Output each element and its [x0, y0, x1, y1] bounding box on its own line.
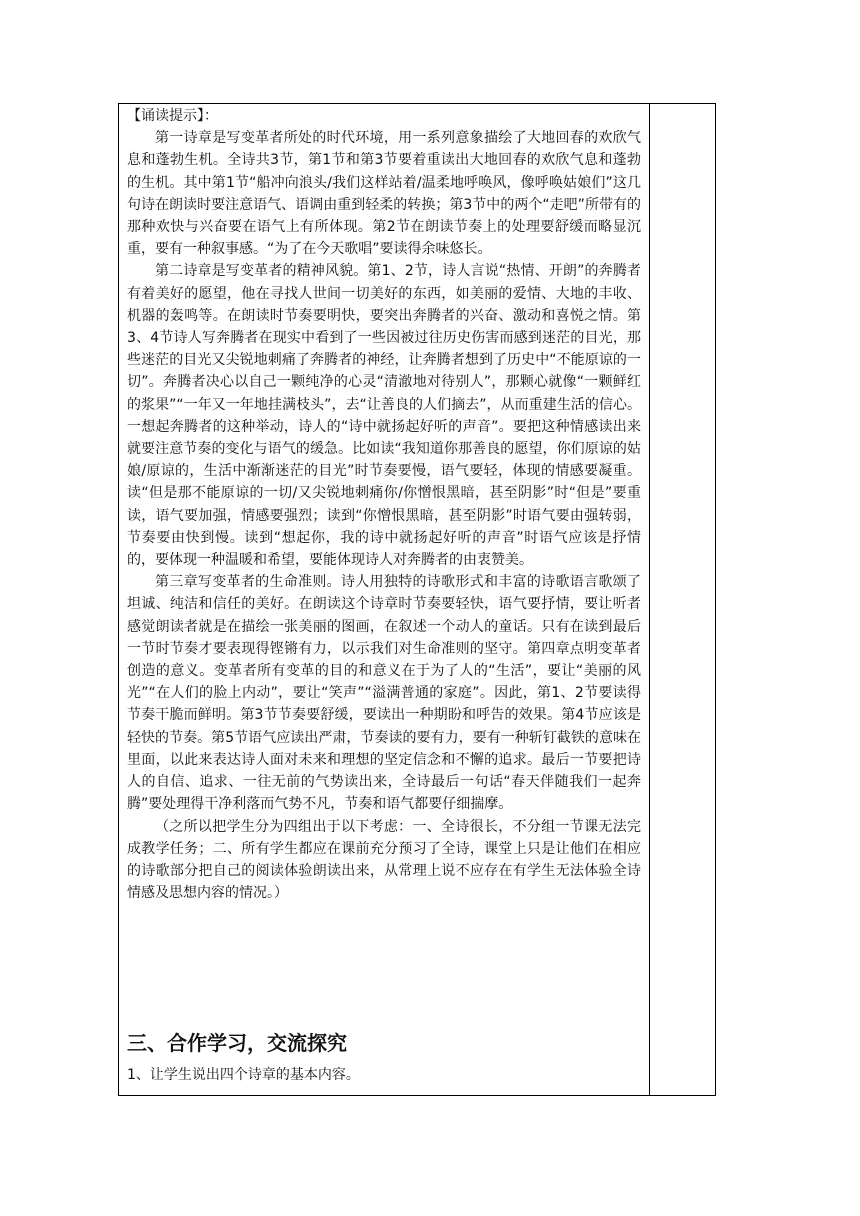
main-content-cell	[119, 104, 649, 904]
section-heading: 三、合作学习，交流探究	[127, 1031, 347, 1055]
tips-paragraph-3: 第三章写变革者的生命准则。诗人用独特的诗歌形式和丰富的诗歌语言歌颂了坦诚、纯洁和信任的美好。在朗读这个诗章时节奏要轻快，语气要抒情，要让听者感觉朗读者就是在描绘一张美丽的图画，在叙述一个动人的童话。只有在读到最后一节时节奏才要表现得铿锵有力，以示我们对生命准则的坚守。第四章点明变革者创造的意义。变革者所有变革的目的和意义在于为了人的“生活”，要让“美丽的风光”“在人们的脸上内动”，要让“笑声”“溢满普通的家庭”。因此，第1、2节要读得节奏干脆而鲜明。第3节节奏要舒缓，要读出一种期盼和呼告的效果。第4节应该是轻快的节奏。第5节语气应读出严肃，节奏读的要有力，要有一种斩钉截铁的意味在里面，以此来表达诗人面对未来和理想的坚定信念和不懈的追求。最后一节要把诗人的自信、追求、一往无前的气势读出来，全诗最后一句话“春天伴随我们一起奔腾”要处理得干净利落而气势不凡，节奏和语气都要仔细揣摩。	[127, 574, 641, 813]
lesson-plan-table	[118, 103, 716, 1096]
tips-paragraph-1: 第一诗章是写变革者所处的时代环境，用一系列意象描绘了大地回春的欢欣气息和蓬勃生机。全诗共3节，第1节和第3节要着重读出大地回春的欢欣气息和蓬勃的生机。其中第1节“船冲向浪头/我们这样站着/温柔地呼唤风，像呼唤姑娘们”这几句诗在朗读时要注意语气、语调由重到轻柔的转换；第3节中的两个“走吧”所带有的那种欢快与兴奋要在语气上有所体现。第2节在朗读节奏上的处理要舒缓而略显沉重，要有一种叙事感。“为了在今天歌唱”要读得余味悠长。	[127, 130, 641, 258]
tips-paragraph-2: 第二诗章是写变革者的精神风貌。第1、2节，诗人言说“热情、开朗”的奔腾者有着美好的愿望，他在寻找人世间一切美好的东西，如美丽的爱情、大地的丰收、机器的轰鸣等。在朗读时节奏要明快，要突出奔腾者的兴奋、激动和喜悦之情。第3、4节诗人写奔腾者在现实中看到了一些因被过往历史伤害而感到迷茫的目光，那些迷茫的目光又尖锐地刺痛了奔腾者的神经，让奔腾者想到了历史中“不能原谅的一切”。奔腾者决心以自己一颗纯净的心灵“清澈地对待别人”，那颗心就像“一颗鲜红的浆果”“一年又一年地挂满枝头”，去“让善良的人们摘去”，从而重建生活的信心。一想起奔腾者的这种举动，诗人的“诗中就扬起好听的声音”。要把这种情感读出来就要注意节奏的变化与语气的缓急。比如读“我知道你那善良的愿望，你们原谅的姑娘/原谅的，生活中渐渐迷茫的目光”时节奏要慢，语气要轻，体现的情感要凝重。读“但是那不能原谅的一切/又尖锐地刺痛你/你憎恨黑暗，甚至阴影”时“但是”要重读，语气要加强，情感要强烈；读到“你憎恨黑暗，甚至阴影”时语气要由强转弱，节奏要由快到慢。读到“想起你，我的诗中就扬起好听的声音”时语气应该是抒情的，要体现一种温暖和希望，要能体现诗人对奔腾者的由衷赞美。	[127, 263, 641, 569]
tips-paragraph-4: （之所以把学生分为四组出于以下考虑：一、全诗很长，不分组一节课无法完成教学任务；二、所有学生都应在课前充分预习了全诗，课堂上只是让他们在相应的诗歌部分把自己的阅读体验朗读出来，从常理上说不应存在有学生无法体验全诗情感及思想内容的情况。）	[127, 818, 641, 902]
list-item: 1、让学生说出四个诗章的基本内容。	[127, 1067, 360, 1083]
column-divider	[649, 104, 650, 1095]
reading-tips-label: 【诵读提示】：	[127, 108, 218, 124]
